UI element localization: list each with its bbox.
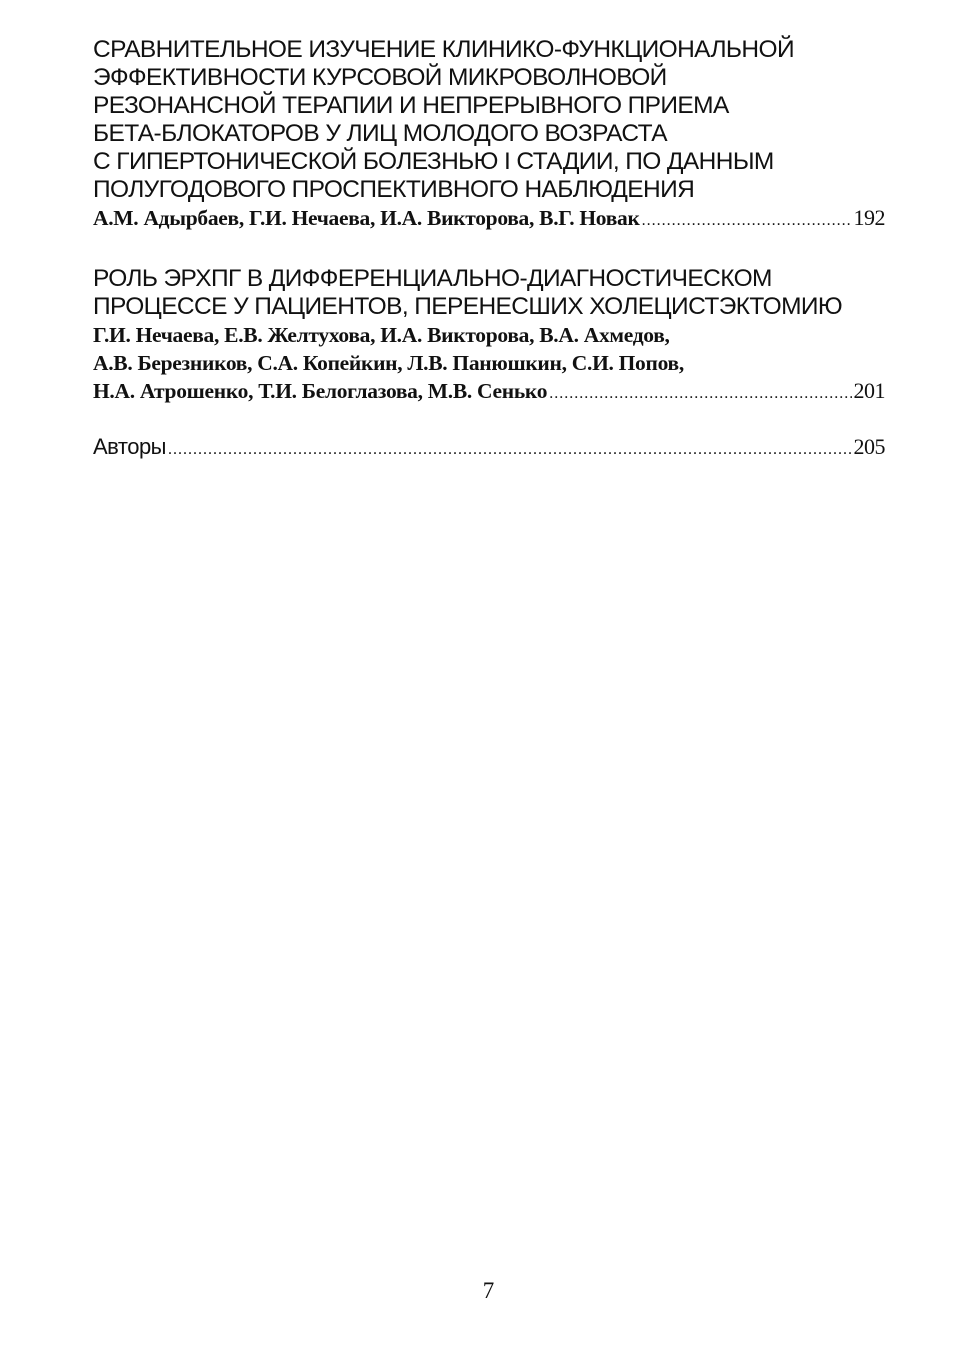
authors-label: Авторы [93,434,166,459]
dot-leader [549,380,851,408]
entry-title-line: ЭФФЕКТИВНОСТИ КУРСОВОЙ МИКРОВОЛНОВОЙ [93,64,667,91]
entry-title-line: СРАВНИТЕЛЬНОЕ ИЗУЧЕНИЕ КЛИНИКО-ФУНКЦИОНАЛЬНОЙ [93,36,794,63]
entry-authors-row [93,377,885,408]
entry-title-line: ПОЛУГОДОВОГО ПРОСПЕКТИВНОГО НАБЛЮДЕНИЯ [93,176,695,203]
entry-authors-row [93,204,885,235]
entry-title-line: РЕЗОНАНСНОЙ ТЕРАПИИ И НЕПРЕРЫВНОГО ПРИЕМА [93,92,729,119]
authors-row [93,434,885,460]
dot-leader [642,207,852,235]
dot-leader [168,441,852,459]
entry-page-number: 201 [853,378,885,403]
entry-title-line: РОЛЬ ЭРХПГ В ДИФФЕРЕНЦИАЛЬНО-ДИАГНОСТИЧЕСКОМ [93,265,772,292]
entry-title-line: С ГИПЕРТОНИЧЕСКОЙ БОЛЕЗНЬЮ I СТАДИИ, ПО ДАННЫМ [93,148,774,175]
entry-authors: Н.А. Атрошенко, Т.И. Белоглазова, М.В. Сенько [93,379,548,403]
entry-title-line: ПРОЦЕССЕ У ПАЦИЕНТОВ, ПЕРЕНЕСШИХ ХОЛЕЦИСТЭКТОМИЮ [93,293,843,320]
entry-page-number: 192 [853,205,885,230]
toc-entry [93,36,885,235]
entry-title [93,265,885,321]
page-number: 7 [482,1278,495,1303]
authors-page-number: 205 [853,434,885,459]
toc-entry-authors [93,434,885,460]
entry-authors: Г.И. Нечаева, Е.В. Желтухова, И.А. Викторова, В.А. Ахмедов, [93,323,670,347]
entry-title [93,36,885,204]
entry-authors: А.В. Березников, С.А. Копейкин, Л.В. Панюшкин, С.И. Попов, [93,351,684,375]
entry-authors: А.М. Адырбаев, Г.И. Нечаева, И.А. Викторова, В.Г. Новак [93,206,640,230]
entry-title-line: БЕТА-БЛОКАТОРОВ У ЛИЦ МОЛОДОГО ВОЗРАСТА [93,120,667,147]
toc-entry [93,265,885,408]
table-of-contents [93,36,885,460]
